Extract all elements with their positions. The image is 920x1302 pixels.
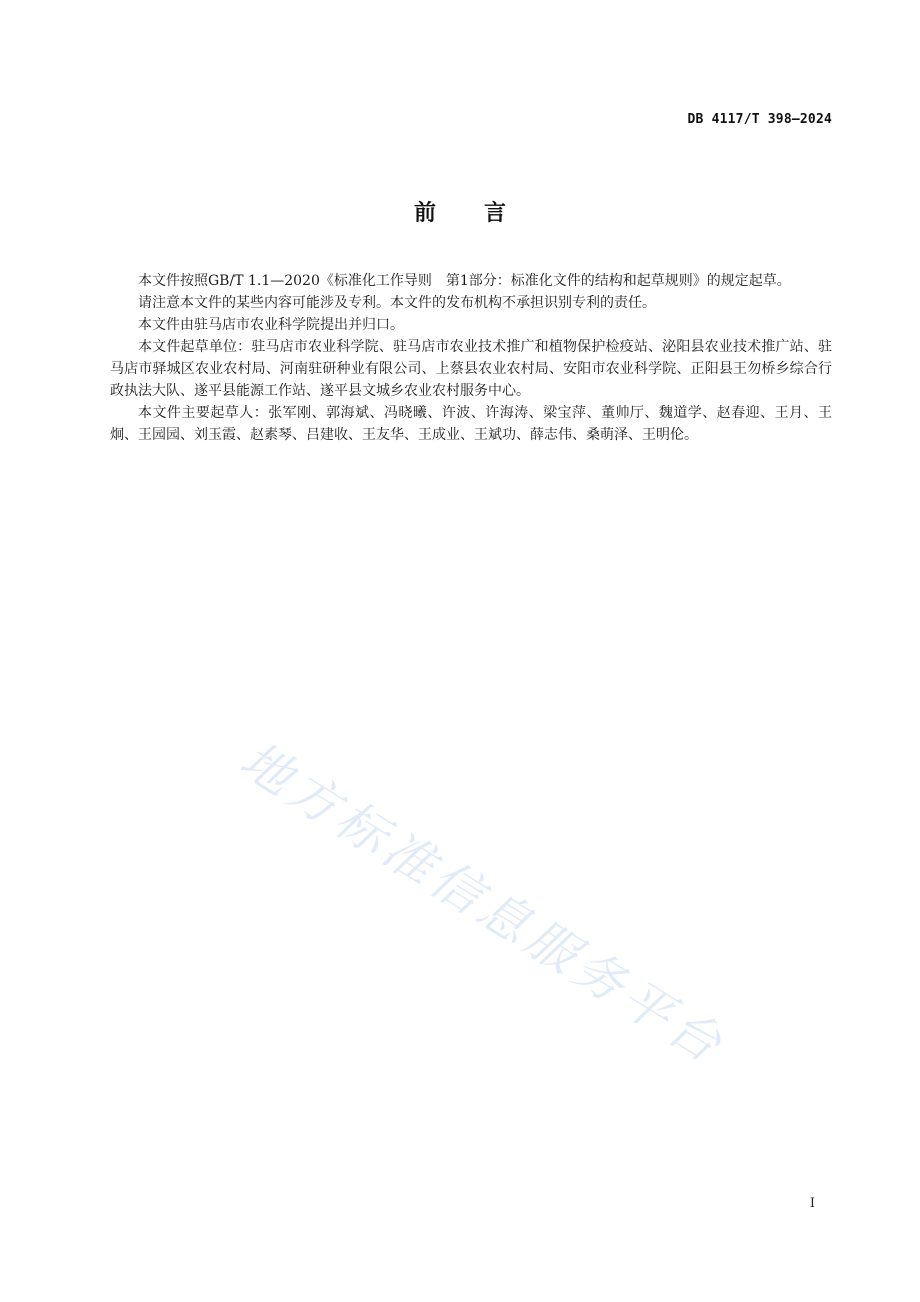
watermark: 地方标准信息服务平台 [230,730,736,1077]
page-title: 前言 [413,201,554,226]
page-number: I [809,1196,815,1211]
paragraph-patent-notice: 请注意本文件的某些内容可能涉及专利。本文件的发布机构不承担识别专利的责任。 [138,295,656,311]
paragraph-drafters: 本文件主要起草人：张军刚、郭海斌、冯晓曦、许波、许海涛、梁宝萍、董帅厅、魏道学、赵春迎、王月、王炯、王园园、刘玉霞、赵素琴、吕建收、王友华、王成业、王斌功、薛志伟、桑萌泽、王明伦。 [110,405,832,443]
paragraph-drafting-units: 本文件起草单位：驻马店市农业科学院、驻马店市农业技术推广和植物保护检疫站、泌阳县农业技术推广站、驻马店市驿城区农业农村局、河南驻研种业有限公司、上蔡县农业农村局、安阳市农业科学院、正阳县王勿桥乡综合行政执法大队、遂平县能源工作站、遂平县文城乡农业农村服务中心。 [110,339,832,399]
preface-body [110,270,832,446]
paragraph-proposer: 本文件由驻马店市农业科学院提出并归口。 [138,317,404,333]
paragraph-drafting-basis: 本文件按照GB/T 1.1—2020《标准化工作导则 第1部分：标准化文件的结构和起草规则》的规定起草。 [138,273,791,289]
document-code: DB 4117/T 398—2024 [687,112,832,127]
